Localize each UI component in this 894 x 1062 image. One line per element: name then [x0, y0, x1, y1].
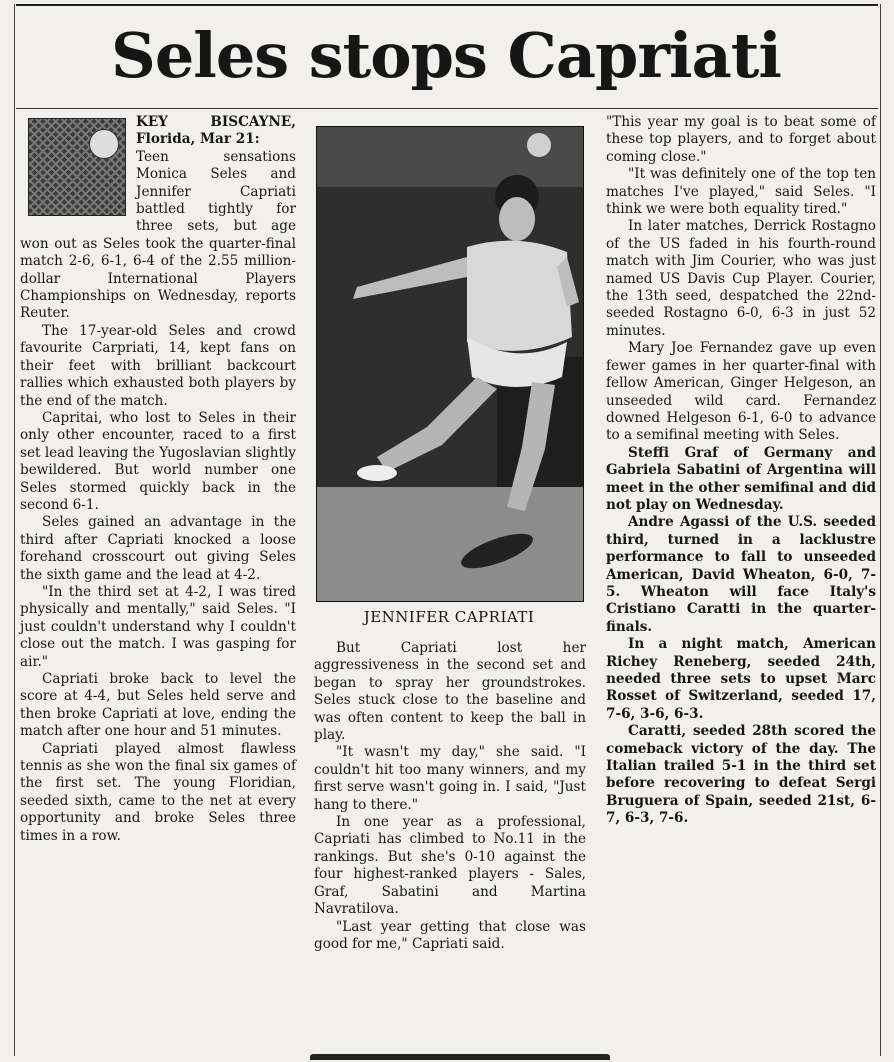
left-border — [14, 4, 15, 1056]
paragraph: Mary Joe Fernandez gave up even fewer games in her quarter-final with fellow American, Ginger Helgeson, an unseeded wild card. Fernandez downed Helgeson 6-1, 6-0 to advance to a semifinal meeting with Seles. — [606, 340, 876, 444]
paragraph: Capriati broke back to level the score at 4-4, but Seles held serve and then broke Capriati at love, ending the match after one hour and 51 minutes. — [20, 671, 296, 740]
paragraph: In later matches, Derrick Rostagno of the US faded in his fourth-round match with Jim Courier, who was just named US Davis Cup Player. Courier, the 13th seed, despatched the 22nd-seeded Rostagno 6-0, 6-3 in just 52 minutes. — [606, 218, 876, 339]
paragraph: Capriati played almost flawless tennis as she won the final six games of the first set. The young Floridian, seeded sixth, came to the net at every opportunity and broke Seles three times in a row. — [20, 740, 296, 844]
article-column-1 — [20, 114, 296, 845]
headline: Seles stops Capriati — [111, 19, 781, 92]
tennis-player-illustration — [317, 127, 583, 601]
paragraph: "It was definitely one of the top ten matches I've played," said Seles. "I think we were both equality tired." — [606, 166, 876, 218]
headline-rule — [16, 108, 878, 109]
bottom-rule — [310, 1054, 610, 1060]
paragraph: Seles gained an advantage in the third after Capriati knocked a loose forehand crosscourt out giving Seles the sixth game and the lead at 4-2. — [20, 514, 296, 583]
capriati-photo — [316, 126, 584, 602]
paragraph: In one year as a professional, Capriati has climbed to No.11 in the rankings. But she's 0-10 against the four highest-ranked players - Sales, Graf, Sabatini and Martina Navratilova. — [314, 814, 586, 918]
paragraph: "In the third set at 4-2, I was tired physically and mentally," said Seles. "I just couldn't understand why I couldn't close out the match. I was gasping for air." — [20, 583, 296, 670]
article-column-3 — [606, 114, 876, 828]
dateline: KEY BISCAYNE, Florida, Mar 21: — [136, 114, 296, 148]
paragraph: "Last year getting that close was good for me," Capriati said. — [314, 918, 586, 952]
paragraph: "This year my goal is to beat some of these top players, and to forget about coming close." — [606, 114, 876, 165]
article-column-2 — [314, 640, 586, 953]
right-border — [880, 4, 881, 1056]
photo-caption: JENNIFER CAPRIATI — [363, 608, 535, 626]
paragraph: In a night match, American Richey Reneberg, seeded 24th, needed three sets to upset Marc Rosset of Switzerland, seeded 17, 7-6, 3-6, 6-3. — [606, 636, 876, 722]
paragraph: But Capriati lost her aggressiveness in the second set and began to spray her groundstrokes. Seles stuck close to the baseline and was often content to keep the ball in play. — [314, 640, 586, 744]
tennis-logo-icon — [28, 118, 126, 216]
paragraph: Capritai, who lost to Seles in their only other encounter, raced to a first set lead leaving the Yugoslavian slightly bewildered. But world number one Seles stormed quickly back in the second 6-1. — [20, 409, 296, 513]
paragraph: Andre Agassi of the U.S. seeded third, turned in a lacklustre performance to fall to unseeded American, David Wheaton, 6-0, 7-5. Wheaton will face Italy's Cristiano Caratti in the quarter-finals. — [606, 514, 876, 635]
paragraph: Caratti, seeded 28th scored the comeback victory of the day. The Italian trailed 5-1 in the third set before recovering to defeat Sergi Bruguera of Spain, seeded 21st, 6-7, 6-3, 7-6. — [606, 723, 876, 827]
paragraph: The 17-year-old Seles and crowd favourite Carpriati, 14, kept fans on their feet with brilliant backcourt rallies which exhausted both players by the end of the match. — [20, 322, 296, 409]
paragraph: Steffi Graf of Germany and Gabriela Sabatini of Argentina will meet in the other semifinal and did not play on Wednesday. — [606, 444, 876, 513]
paragraph: Teen sensations Monica Seles and Jennifer Capriati battled tightly for three sets, but age won out as Seles took the quarter-final match 2-6, 6-1, 6-4 of the 2.55 million-dollar International Players Championships on Wednesday, reports Reuter. — [20, 148, 296, 322]
paragraph: "It wasn't my day," she said. "I couldn't hit too many winners, and my first serve wasn't going in. I said, "Just hang to there." — [314, 744, 586, 813]
